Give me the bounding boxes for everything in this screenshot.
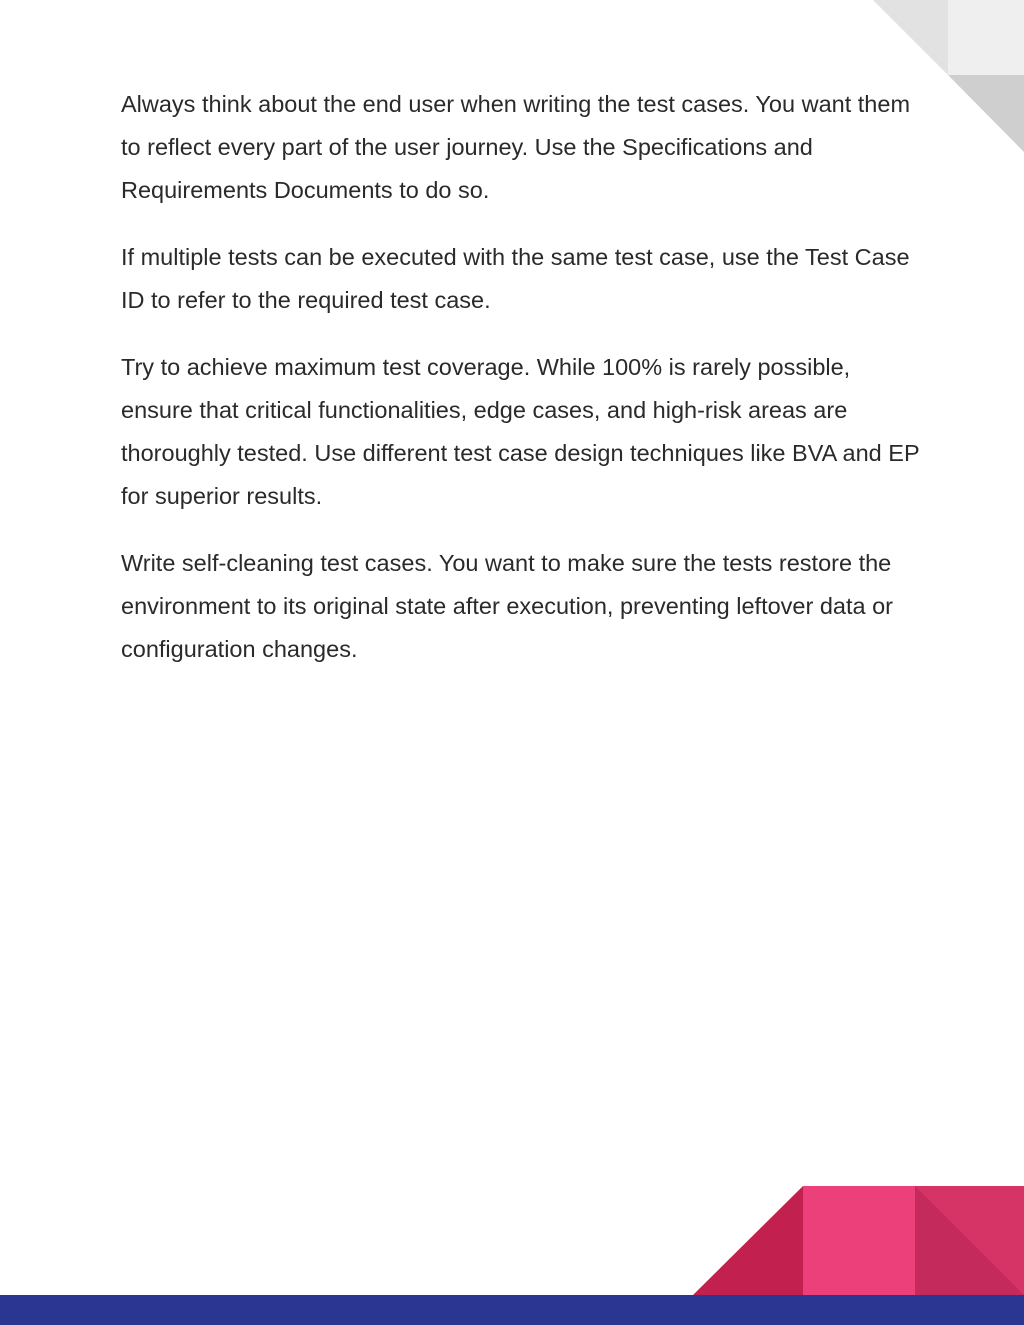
corner-shape-dark: [948, 75, 1024, 152]
paragraph-self-cleaning: Write self-cleaning test cases. You want to make sure the tests restore the environment to its original state after execution, preventing leftover data or configuration changes.: [121, 550, 894, 662]
footer-bar: [0, 1295, 1024, 1325]
accent-block-rose: [915, 1186, 1024, 1295]
corner-shape-mid: [873, 0, 948, 75]
paragraph-end-user: Always think about the end user when writing the test cases. You want them to reflect every part of the user journey. Use the Specifications and Requirements Documents to do so.: [121, 91, 911, 203]
corner-shape-light: [948, 0, 1024, 75]
paragraph-test-coverage: Try to achieve maximum test coverage. While 100% is rarely possible, ensure that critical functionalities, edge cases, and high-risk areas are thoroughly tested. Use different test case design techniques like BVA and EP for superior results.: [121, 354, 920, 509]
accent-block-pink: [803, 1186, 915, 1295]
accent-shadow-rose: [915, 1186, 1024, 1295]
document-body: [121, 83, 921, 695]
bottom-right-decoration: [693, 1186, 1024, 1295]
paragraph-test-case-id: If multiple tests can be executed with the same test case, use the Test Case ID to refer to the required test case.: [121, 244, 910, 313]
accent-triangle-crimson: [693, 1186, 803, 1295]
